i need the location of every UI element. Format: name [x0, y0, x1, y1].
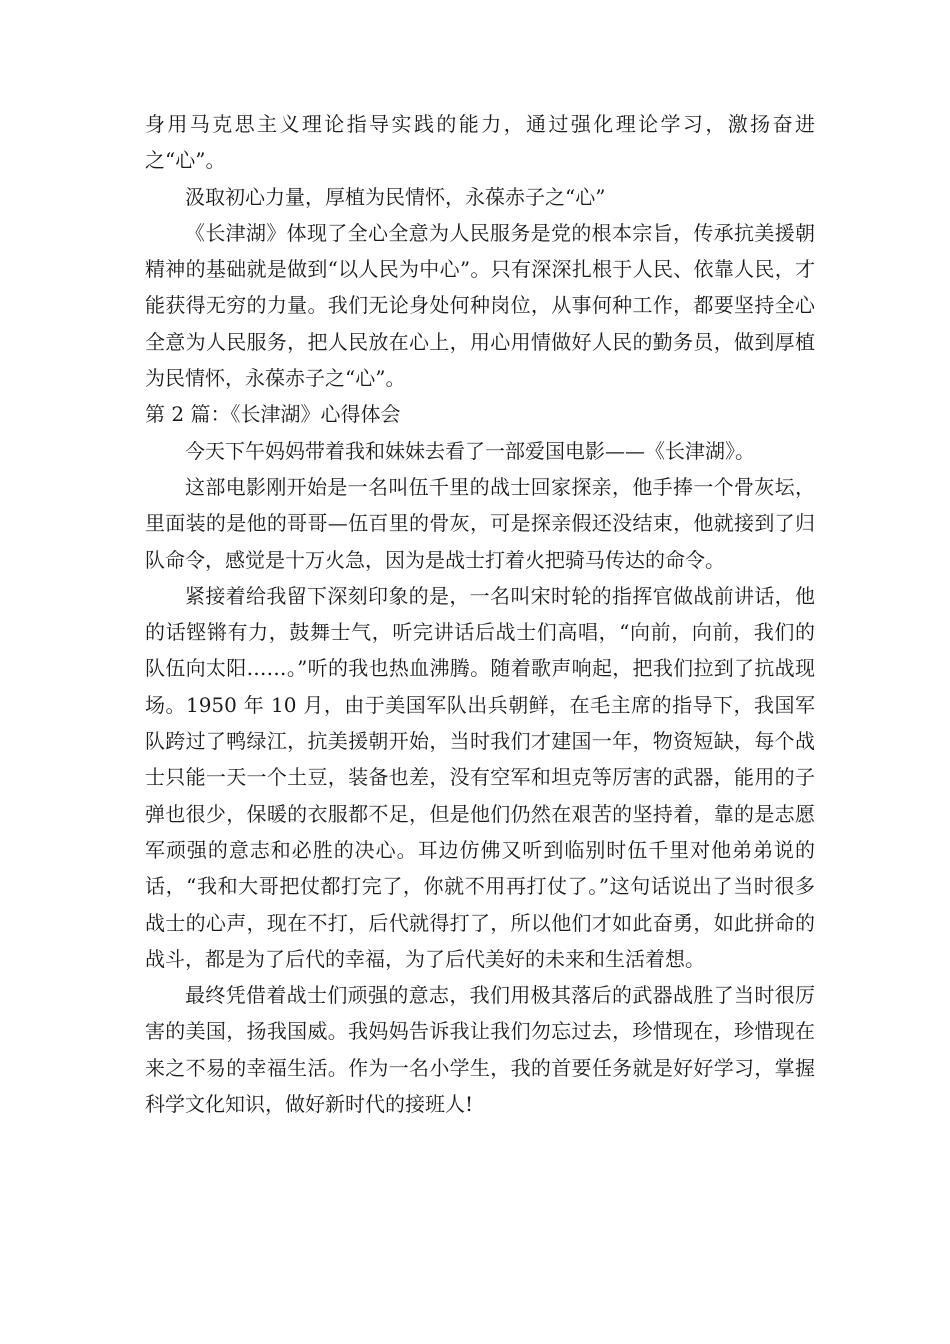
section-heading-initial-heart: 汲取初心力量，厚植为民情怀，永葆赤子之“心” [185, 184, 606, 209]
paragraph-people-centered: 《长津湖》体现了全心全意为人民服务是党的根本宗旨，传承抗美援朝精神的基础就是做到“以人民为中心”。只有深深扎根于人民、依靠人民，才能获得无穷的力量。我们无论身处何种岗位，从事何种工作，都要坚持全心全意为人民服务，把人民放在心上，用心用情做好人民的勤务员，做到厚植为民情怀，永葆赤子之“心”。 [145, 220, 815, 391]
paragraph-conclusion: 最终凭借着战士们顽强的意志，我们用极其落后的武器战胜了当时很厉害的美国，扬我国威。我妈妈告诉我让我们勿忘过去，珍惜现在，珍惜现在来之不易的幸福生活。作为一名小学生，我的首要任务就是好好学习，掌握科学文化知识，做好新时代的接班人! [145, 983, 815, 1117]
paragraph-continuation: 身用马克思主义理论指导实践的能力，通过强化理论学习，激扬奋进之“心”。 [145, 112, 815, 173]
document-page [145, 106, 815, 1122]
paragraph-intro: 今天下午妈妈带着我和妹妹去看了一部爱国电影——《长津湖》。 [185, 438, 755, 463]
paragraph-movie-opening: 这部电影刚开始是一名叫伍千里的战士回家探亲，他手捧一个骨灰坛，里面装的是他的哥哥—伍百里的骨灰，可是探亲假还没结束，他就接到了归队命令，感觉是十万火急，因为是战士打着火把骑马传达的命令。 [145, 474, 815, 572]
paragraph-impression: 紧接着给我留下深刻印象的是，一名叫宋时轮的指挥官做战前讲话，他的话铿锵有力，鼓舞士气，听完讲话后战士们高唱，“向前，向前，我们的队伍向太阳……。”听的我也热血沸腾。随着歌声响起，把我们拉到了抗战现场。1950 年 10 月，由于美国军队出兵朝鲜，在毛主席的指导下，我国军队跨过了鸭绿江，抗美援朝开始，当时我们才建国一年，物资短缺，每个战士只能一天一个土豆，装备也差，没有空军和坦克等厉害的武器，能用的子弹也很少，保暖的衣服都不足，但是他们仍然在艰苦的坚持着，靠的是志愿军顽强的意志和必胜的决心。耳边仿佛又听到临别时伍千里对他弟弟说的话，“我和大哥把仗都打完了，你就不用再打仗了。”这句话说出了当时很多战士的心声，现在不打，后代就得打了，所以他们才如此奋勇，如此拼命的战斗，都是为了后代的幸福，为了后代美好的未来和生活着想。 [145, 583, 815, 971]
article-title-part-2: 第 2 篇：《长津湖》心得体会 [145, 402, 401, 427]
